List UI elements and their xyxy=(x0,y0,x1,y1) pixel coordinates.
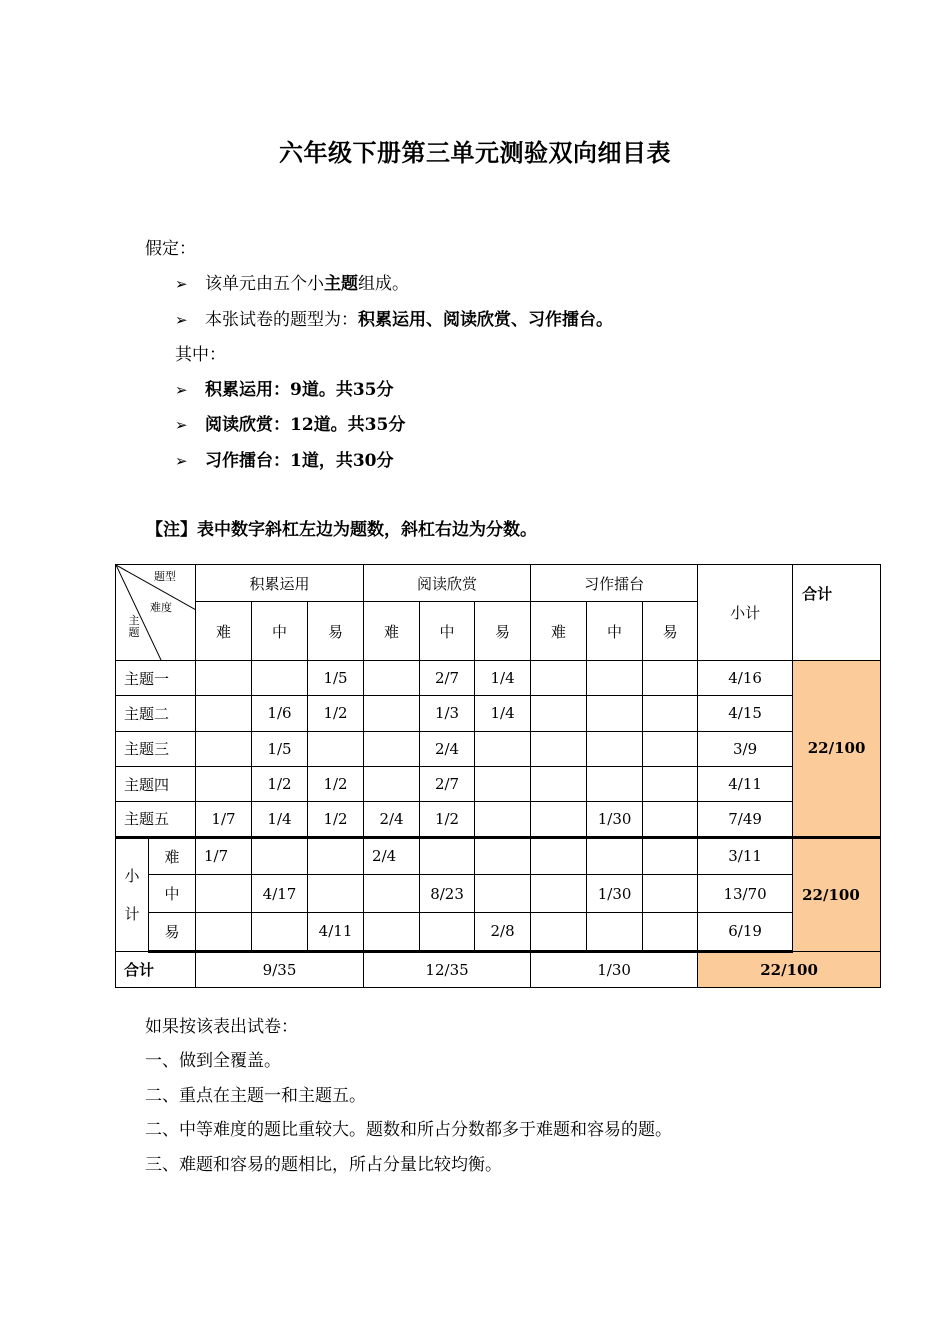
table-cell xyxy=(252,837,308,874)
table-cell xyxy=(531,837,587,874)
table-cell xyxy=(196,874,252,912)
table-cell xyxy=(643,837,698,874)
subtotal-cell: 13/70 xyxy=(698,874,793,912)
level-header: 中 xyxy=(587,602,643,661)
among-label: 其中： xyxy=(175,345,226,365)
subtotal-cell: 4/11 xyxy=(698,766,793,801)
corner-difficulty-label: 难度 xyxy=(150,601,172,614)
assume-item-1: ➢ 该单元由五个小主题组成。 xyxy=(175,274,409,294)
table-cell: 2/4 xyxy=(420,731,475,766)
table-cell: 4/11 xyxy=(308,913,364,951)
table-cell xyxy=(587,731,643,766)
table-cell: 1/7 xyxy=(196,802,252,837)
table-cell xyxy=(531,731,587,766)
table-cell: 1/30 xyxy=(587,802,643,837)
assume-label: 假定： xyxy=(145,239,196,259)
subtotal-cell: 6/19 xyxy=(698,913,793,951)
table-cell xyxy=(587,766,643,801)
footer-group-total: 1/30 xyxy=(531,951,698,987)
corner-type-label: 题型 xyxy=(154,570,176,583)
level-header: 易 xyxy=(475,602,531,661)
level-header: 易 xyxy=(643,602,698,661)
row-label: 主题二 xyxy=(116,696,196,731)
table-cell: 1/5 xyxy=(252,731,308,766)
closing-intro: 如果按该表出试卷： xyxy=(145,1017,298,1037)
table-cell xyxy=(587,696,643,731)
table-cell: 1/30 xyxy=(587,874,643,912)
table-cell xyxy=(196,913,252,951)
table-row xyxy=(116,766,881,801)
table-cell: 2/4 xyxy=(364,802,420,837)
footer-row xyxy=(116,951,881,987)
assume-item-2: ➢ 本张试卷的题型为：积累运用、阅读欣赏、习作擂台。 xyxy=(175,310,613,330)
table-cell xyxy=(364,660,420,695)
row-label: 难 xyxy=(149,837,196,874)
table-cell: 1/5 xyxy=(308,660,364,695)
table-cell xyxy=(531,766,587,801)
table-cell xyxy=(531,874,587,912)
corner-topic-label: 主题 xyxy=(128,614,140,639)
table-cell xyxy=(643,766,698,801)
table-cell xyxy=(308,874,364,912)
table-cell: 1/2 xyxy=(308,802,364,837)
table-cell xyxy=(196,660,252,695)
group-header-2: 阅读欣赏 xyxy=(364,565,531,602)
table-row xyxy=(116,696,881,731)
table-cell xyxy=(475,874,531,912)
subtotal-side-label: 小 计 xyxy=(116,837,149,951)
table-cell xyxy=(475,731,531,766)
table-row xyxy=(116,874,881,912)
subtotal-cell: 4/15 xyxy=(698,696,793,731)
closing-point-1: 一、做到全覆盖。 xyxy=(145,1051,281,1071)
table-cell xyxy=(364,696,420,731)
detail-item-3: ➢ 习作擂台：1道，共30分 xyxy=(175,451,394,471)
table-cell xyxy=(308,837,364,874)
table-cell: 8/23 xyxy=(420,874,475,912)
table-row xyxy=(116,731,881,766)
table-cell: 1/2 xyxy=(252,766,308,801)
corner-header xyxy=(116,565,196,661)
subtotal-cell: 3/11 xyxy=(698,837,793,874)
table-cell xyxy=(308,731,364,766)
subtotal-header: 小计 xyxy=(698,565,793,661)
table-cell xyxy=(364,766,420,801)
table-cell xyxy=(643,660,698,695)
level-header: 难 xyxy=(531,602,587,661)
table-cell xyxy=(364,913,420,951)
table-cell xyxy=(364,874,420,912)
footer-label: 合计 xyxy=(116,951,196,987)
bullet-arrow-icon: ➢ xyxy=(175,452,188,470)
row-label: 中 xyxy=(149,874,196,912)
bullet-arrow-icon: ➢ xyxy=(175,416,188,434)
table-cell xyxy=(475,837,531,874)
table-cell xyxy=(587,837,643,874)
total-header: 合计 xyxy=(793,565,881,661)
table-cell xyxy=(531,913,587,951)
table-cell xyxy=(643,731,698,766)
table-cell xyxy=(531,660,587,695)
topic-total-cell: 22/100 xyxy=(793,660,881,837)
grand-total-cell: 22/100 xyxy=(698,951,881,987)
table-cell: 1/7 xyxy=(196,837,252,874)
table-cell xyxy=(252,913,308,951)
table-row xyxy=(116,913,881,951)
table-cell xyxy=(643,913,698,951)
table-cell: 1/4 xyxy=(475,696,531,731)
group-header-3: 习作擂台 xyxy=(531,565,698,602)
level-header: 中 xyxy=(420,602,475,661)
bullet-arrow-icon: ➢ xyxy=(175,311,188,329)
table-cell xyxy=(420,837,475,874)
bullet-arrow-icon: ➢ xyxy=(175,275,188,293)
subtotal-cell: 3/9 xyxy=(698,731,793,766)
row-label: 主题五 xyxy=(116,802,196,837)
table-cell: 1/4 xyxy=(475,660,531,695)
table-cell: 1/2 xyxy=(420,802,475,837)
table-cell xyxy=(643,696,698,731)
row-label: 易 xyxy=(149,913,196,951)
table-cell: 2/7 xyxy=(420,660,475,695)
level-header: 难 xyxy=(364,602,420,661)
level-header: 中 xyxy=(252,602,308,661)
table-cell xyxy=(364,731,420,766)
detail-item-2: ➢ 阅读欣赏：12道。共35分 xyxy=(175,415,406,435)
level-header: 易 xyxy=(308,602,364,661)
row-label: 主题四 xyxy=(116,766,196,801)
table-cell xyxy=(587,913,643,951)
table-cell xyxy=(420,913,475,951)
row-label: 主题一 xyxy=(116,660,196,695)
table-cell xyxy=(196,696,252,731)
table-row xyxy=(116,837,881,874)
table-cell xyxy=(643,874,698,912)
table-cell xyxy=(587,660,643,695)
closing-point-4: 三、难题和容易的题相比，所占分量比较均衡。 xyxy=(145,1155,502,1175)
table-row xyxy=(116,660,881,695)
bullet-arrow-icon: ➢ xyxy=(175,381,188,399)
footer-group-total: 12/35 xyxy=(364,951,531,987)
table-cell xyxy=(475,766,531,801)
level-total-cell: 22/100 xyxy=(793,837,881,951)
row-label: 主题三 xyxy=(116,731,196,766)
specification-table xyxy=(115,564,881,988)
table-cell: 4/17 xyxy=(252,874,308,912)
table-cell xyxy=(475,802,531,837)
level-header: 难 xyxy=(196,602,252,661)
table-cell: 1/2 xyxy=(308,696,364,731)
detail-item-1: ➢ 积累运用：9道。共35分 xyxy=(175,380,394,400)
table-cell xyxy=(196,731,252,766)
table-cell: 1/2 xyxy=(308,766,364,801)
table-cell: 1/6 xyxy=(252,696,308,731)
table-cell xyxy=(531,802,587,837)
subtotal-cell: 4/16 xyxy=(698,660,793,695)
table-cell: 2/7 xyxy=(420,766,475,801)
footer-group-total: 9/35 xyxy=(196,951,364,987)
subtotal-cell: 7/49 xyxy=(698,802,793,837)
table-cell: 1/4 xyxy=(252,802,308,837)
closing-point-2: 二、重点在主题一和主题五。 xyxy=(145,1086,366,1106)
table-cell: 1/3 xyxy=(420,696,475,731)
table-cell xyxy=(531,696,587,731)
table-cell xyxy=(196,766,252,801)
table-cell xyxy=(252,660,308,695)
table-cell xyxy=(643,802,698,837)
table-cell: 2/8 xyxy=(475,913,531,951)
table-cell: 2/4 xyxy=(364,837,420,874)
group-header-1: 积累运用 xyxy=(196,565,364,602)
closing-point-3: 二、中等难度的题比重较大。题数和所占分数都多于难题和容易的题。 xyxy=(145,1120,672,1140)
note-text: 【注】表中数字斜杠左边为题数，斜杠右边为分数。 xyxy=(146,520,537,540)
page-title: 六年级下册第三单元测验双向细目表 xyxy=(279,139,671,167)
table-row xyxy=(116,802,881,837)
